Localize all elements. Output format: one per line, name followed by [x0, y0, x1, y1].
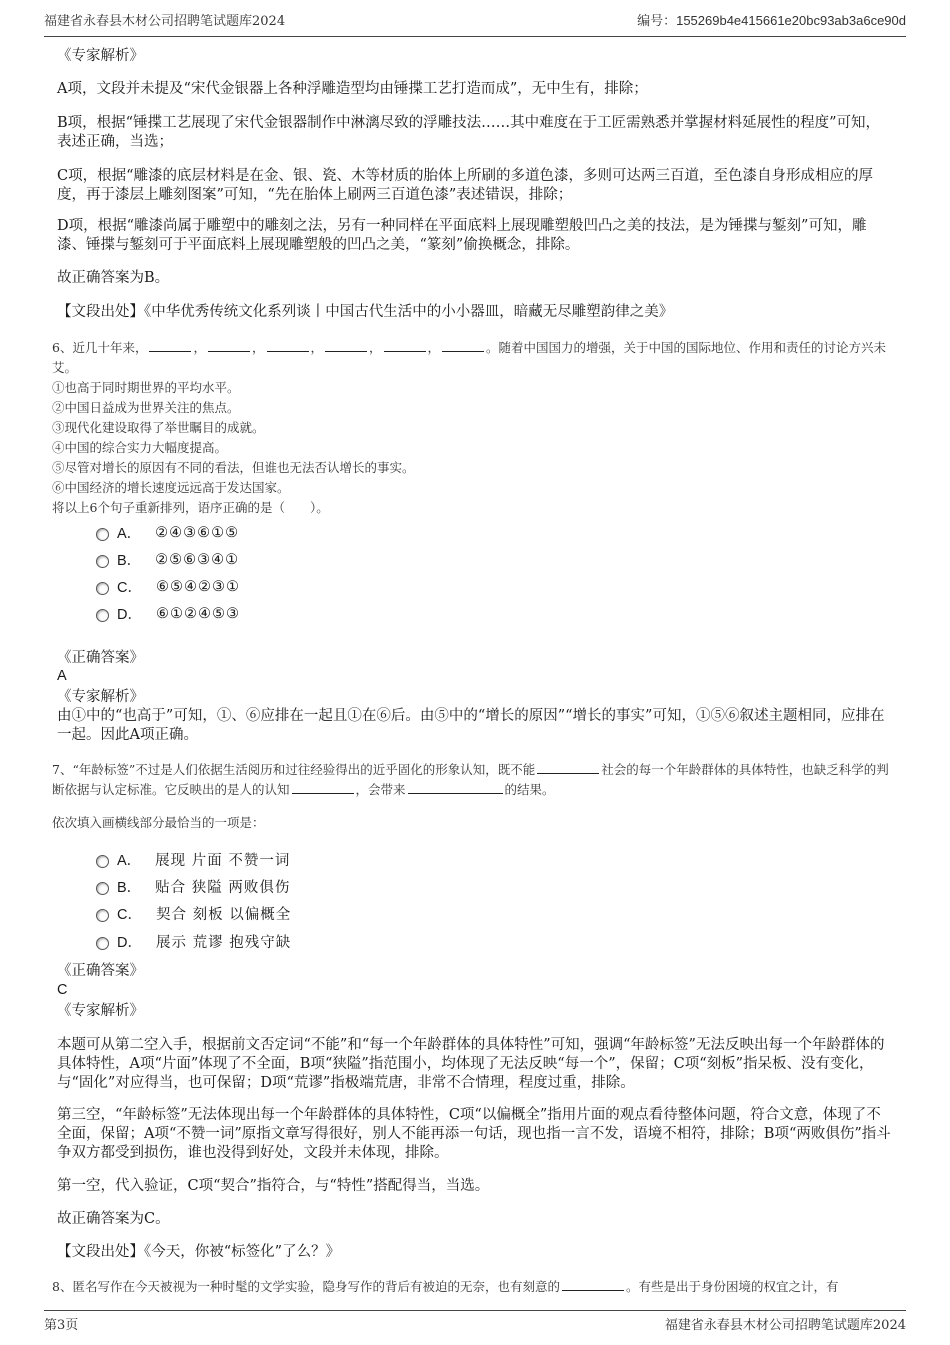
q7-option-c[interactable]: C． 契合 刻板 以偏概全 [96, 903, 291, 924]
radio-button[interactable] [96, 909, 109, 922]
q6-analysis-label: 《专家解析》 [57, 689, 144, 705]
q7-option-a[interactable]: A． 展现 片面 不赞一词 [96, 849, 290, 870]
q7-conclusion: 故正确答案为C。 [57, 1211, 170, 1227]
radio-button[interactable] [96, 609, 109, 622]
page-number: 第3页 [44, 1318, 79, 1333]
q6-sentence-3: ③现代化建设取得了举世瞩目的成就。 [52, 420, 265, 435]
q7-source: 【文段出处】《今天，你被“标签化”了么？》 [57, 1244, 341, 1260]
q6-stem: 6、近几十年来， ， ， ， ， ， 。随着中国国力的增强，关于中国的国际地位、作用和责任的讨论方兴未艾。 [52, 340, 887, 375]
page-footer [44, 1310, 906, 1333]
q6-answer-label: 《正确答案》 [57, 650, 144, 666]
q6-sentence-2: ②中国日益成为世界关注的焦点。 [52, 400, 240, 415]
q5-analysis-label: 《专家解析》 [57, 48, 144, 64]
radio-button[interactable] [96, 937, 109, 950]
q5-source: 【文段出处】《中华优秀传统文化系列谈丨中国古代生活中的小小器皿，暗藏无尽雕塑韵律之美》 [57, 304, 674, 320]
q7-answer-label: 《正确答案》 [57, 963, 144, 979]
q6-option-c[interactable]: C． ⑥⑤④②③① [96, 576, 240, 597]
q7-analysis-label: 《专家解析》 [57, 1003, 144, 1019]
q5-conclusion: 故正确答案为B。 [57, 270, 170, 286]
q6-sentence-4: ④中国的综合实力大幅度提高。 [52, 440, 228, 455]
q7-option-b[interactable]: B． 贴合 狭隘 两败俱伤 [96, 876, 290, 897]
q6-sentence-1: ①也高于同时期世界的平均水平。 [52, 380, 240, 395]
footer-title: 福建省永春县木材公司招聘笔试题库2024 [664, 1318, 906, 1333]
q6-option-b[interactable]: B． ②⑤⑥③④① [96, 549, 239, 570]
q7-instruction: 依次填入画横线部分最恰当的一项是： [52, 815, 265, 830]
radio-button[interactable] [96, 882, 109, 895]
q7-option-d[interactable]: D． 展示 荒谬 抱残守缺 [96, 931, 291, 952]
q5-analysis-a: A项，文段并未提及“宋代金银器上各种浮雕造型均由锤揲工艺打造而成”，无中生有，排除； [57, 81, 648, 97]
q6-analysis: 由①中的“也高于”可知，①、⑥应排在一起且①在⑥后。由⑤中的“增长的原因”“增长的事实”可知，①⑤⑥叙述主题相同，应排在一起。因此A项正确。 [57, 708, 885, 743]
q6-question: 将以上6个句子重新排列，语序正确的是（ ）。 [52, 500, 329, 515]
radio-button[interactable] [96, 555, 109, 568]
q6-option-d[interactable]: D． ⑥①②④⑤③ [96, 603, 240, 624]
q7-answer: C [57, 982, 68, 998]
q7-analysis-p2: 第三空，“年龄标签”无法体现出每一个年龄群体的具体特性，C项“以偏概全”指用片面的观点看待整体问题，符合文意，体现了不全面，保留；A项“不赞一词”原指文章写得很好，别人不能再添一句话，现也指一言不发，语境不相符，排除；B项“两败俱伤”指斗争双方都受到损伤，谁也没得到好处，文段并未体现，排除。 [57, 1107, 891, 1161]
q6-answer: A [57, 668, 67, 684]
header-title: 福建省永春县木材公司招聘笔试题库2024 [44, 14, 286, 29]
q7-analysis-p1: 本题可从第二空入手，根据前文否定词“不能”和“每一个年龄群体的具体特性”可知，强调“年龄标签”无法反映出每一个年龄群体的具体特性，A项“片面”体现了不全面，B项“狭隘”指范围小，均体现了无法反映“每一个”，保留；C项“刻板”指呆板、没有变化，与“固化”对应得当，也可保留；D项“荒谬”指极端荒唐，非常不合情理，程度过重，排除。 [57, 1037, 885, 1091]
q5-analysis-c: C项，根据“雕漆的底层材料是在金、银、瓷、木等材质的胎体上所刷的多道色漆，多则可达两三百道，至色漆自身形成相应的厚度，再于漆层上雕刻图案”可知，“先在胎体上刷两三百道色漆”表述错误，排除； [57, 168, 874, 203]
page-header [44, 10, 906, 37]
radio-button[interactable] [96, 528, 109, 541]
document-number: 编号：155269b4e415661e20bc93ab3a6ce90d [637, 13, 906, 28]
radio-button[interactable] [96, 855, 109, 868]
q6-sentence-6: ⑥中国经济的增长速度远远高于发达国家。 [52, 480, 290, 495]
q7-analysis-p3: 第一空，代入验证，C项“契合”指符合，与“特性”搭配得当，当选。 [57, 1178, 490, 1194]
radio-button[interactable] [96, 582, 109, 595]
q6-sentence-5: ⑤尽管对增长的原因有不同的看法，但谁也无法否认增长的事实。 [52, 460, 415, 475]
q7-stem: 7、“年龄标签”不过是人们依据生活阅历和过往经验得出的近乎固化的形象认知，既不能 社会的每一个年龄群体的具体特性，也缺乏科学的判断依据与认定标准。它反映出的是人的认知 ，会带来 的结果。 [52, 762, 889, 797]
q8-stem: 8、匿名写作在今天被视为一种时髦的文学实验，隐身写作的背后有被迫的无奈，也有刻意的 。有些是出于身份困境的权宜之计，有 [52, 1279, 839, 1294]
q5-analysis-b: B项，根据“锤揲工艺展现了宋代金银器制作中淋漓尽致的浮雕技法……其中难度在于工匠需熟悉并掌握材料延展性的程度”可知，表述正确，当选； [57, 115, 880, 150]
q5-analysis-d: D项，根据“雕漆尚属于雕塑中的雕刻之法，另有一种同样在平面底料上展现雕塑般凹凸之美的技法，是为锤揲与錾刻”可知，雕漆、锤揲与錾刻可于平面底料上展现雕塑般的凹凸之美，“篆刻”偷换概念，排除。 [57, 218, 867, 253]
q6-option-a[interactable]: A． ②④③⑥①⑤ [96, 522, 239, 543]
